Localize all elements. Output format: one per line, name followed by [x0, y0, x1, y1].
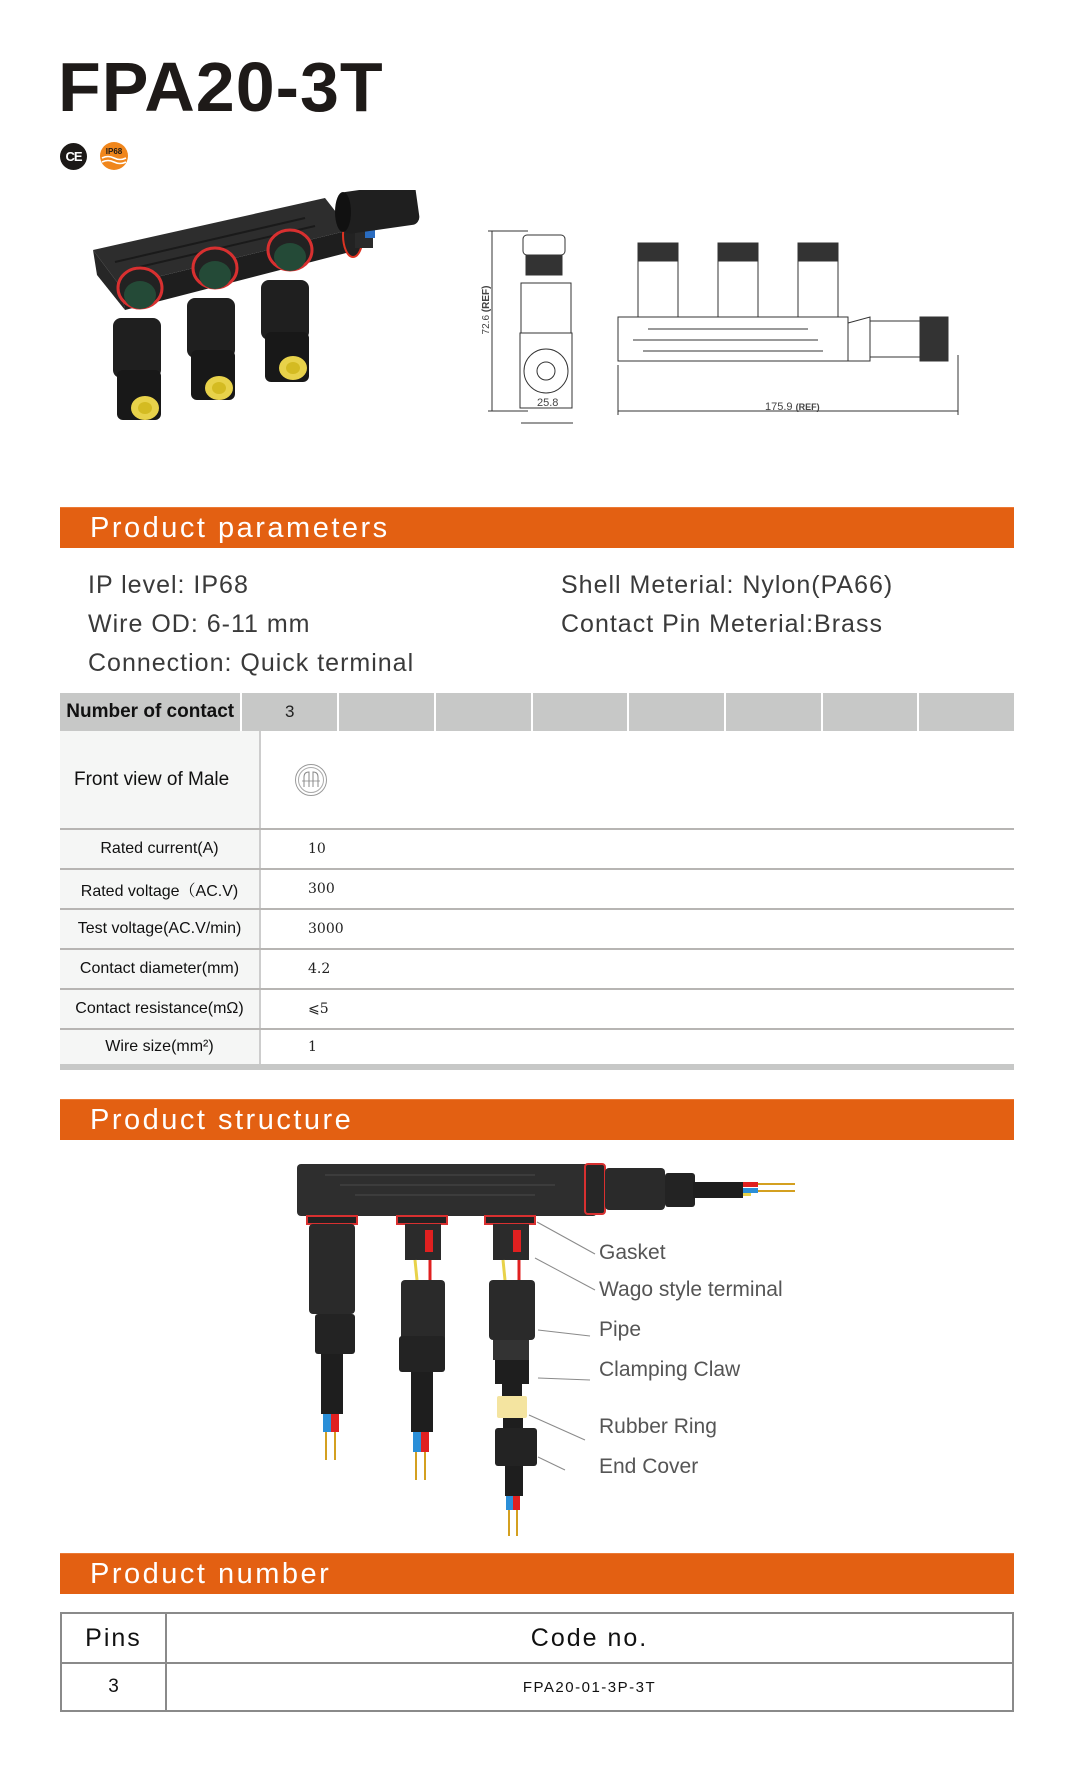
label-end-cover: End Cover	[599, 1455, 699, 1478]
spec-value: 10	[308, 841, 326, 857]
spec-header-row	[60, 693, 1014, 731]
spec-row	[60, 908, 1014, 948]
technical-drawing	[478, 225, 998, 425]
spec-table-footer-bar	[60, 1064, 1014, 1070]
column-header-code: Code no.	[166, 1613, 1013, 1663]
spec-header-cell	[436, 693, 531, 731]
spec-header-cell	[339, 693, 434, 731]
label-rubber-ring: Rubber Ring	[599, 1415, 717, 1438]
spec-row	[60, 1028, 1014, 1064]
spec-table	[60, 693, 1014, 1070]
spec-header-cell	[629, 693, 724, 731]
section-header-structure: Product structure	[60, 1099, 1014, 1140]
ip68-badge-icon: IP68	[100, 142, 128, 170]
spec-header-cell	[823, 693, 918, 731]
spec-row	[60, 868, 1014, 908]
pins-cell: 3	[61, 1663, 166, 1711]
callout-lines	[529, 1222, 595, 1470]
spec-header-cell	[726, 693, 821, 731]
code-cell: FPA20-01-3P-3T	[166, 1663, 1013, 1711]
param-shell-material: Shell Meterial: Nylon(PA66)	[561, 571, 894, 599]
ce-mark-icon: CE	[60, 143, 87, 170]
section-header-parameters: Product parameters	[60, 507, 1014, 548]
spec-label: Rated voltage（AC.V)	[60, 870, 261, 908]
spec-label: Test voltage(AC.V/min)	[60, 910, 261, 948]
spec-value: 4.2	[308, 961, 331, 977]
label-clamping-claw: Clamping Claw	[599, 1358, 741, 1381]
spec-label: Contact resistance(mΩ)	[60, 990, 261, 1028]
branch-left	[307, 1216, 357, 1460]
spec-value: 300	[308, 881, 335, 897]
spec-label: Contact diameter(mm)	[60, 950, 261, 988]
height-dimension: 72.6 (REF)	[480, 285, 492, 335]
branch-right-exploded	[485, 1216, 537, 1536]
label-gasket: Gasket	[599, 1241, 666, 1264]
length-dimension: 175.9 (REF)	[765, 401, 820, 413]
section-header-product-number: Product number	[60, 1553, 1014, 1594]
spec-label: Front view of Male	[60, 731, 261, 828]
spec-header-cell	[919, 693, 1014, 731]
end-nut	[335, 190, 420, 235]
table-row	[61, 1663, 1013, 1711]
spec-row	[60, 828, 1014, 868]
param-ip-level: IP level: IP68	[88, 571, 249, 599]
label-pipe: Pipe	[599, 1318, 642, 1341]
spec-row-front-view	[60, 731, 1014, 828]
product-title: FPA20-3T	[58, 48, 384, 126]
product-number-table	[60, 1612, 1014, 1712]
product-number-header-row	[61, 1613, 1013, 1663]
param-wire-od: Wire OD: 6-11 mm	[88, 610, 311, 638]
product-photo	[85, 190, 475, 435]
spec-header-cell: 3	[242, 693, 337, 731]
spec-row	[60, 988, 1014, 1028]
spec-value: 3000	[308, 921, 344, 937]
spec-value: 1	[308, 1039, 317, 1055]
param-connection: Connection: Quick terminal	[88, 649, 415, 677]
spec-row	[60, 948, 1014, 988]
param-contact-material: Contact Pin Meterial:Brass	[561, 610, 883, 638]
column-header-pins: Pins	[61, 1613, 166, 1663]
spec-value: ⩽5	[308, 1001, 329, 1017]
structure-diagram	[295, 1160, 815, 1540]
male-front-view-icon	[294, 763, 328, 797]
width-dimension: 25.8	[537, 397, 559, 409]
spec-header-cell	[533, 693, 628, 731]
spec-label: Wire size(mm²)	[60, 1030, 261, 1064]
spec-header-label: Number of contact	[60, 693, 240, 731]
hub-body	[297, 1164, 795, 1216]
branch-middle	[397, 1216, 447, 1480]
label-wago-terminal: Wago style terminal	[599, 1278, 783, 1301]
spec-label: Rated current(A)	[60, 830, 261, 868]
